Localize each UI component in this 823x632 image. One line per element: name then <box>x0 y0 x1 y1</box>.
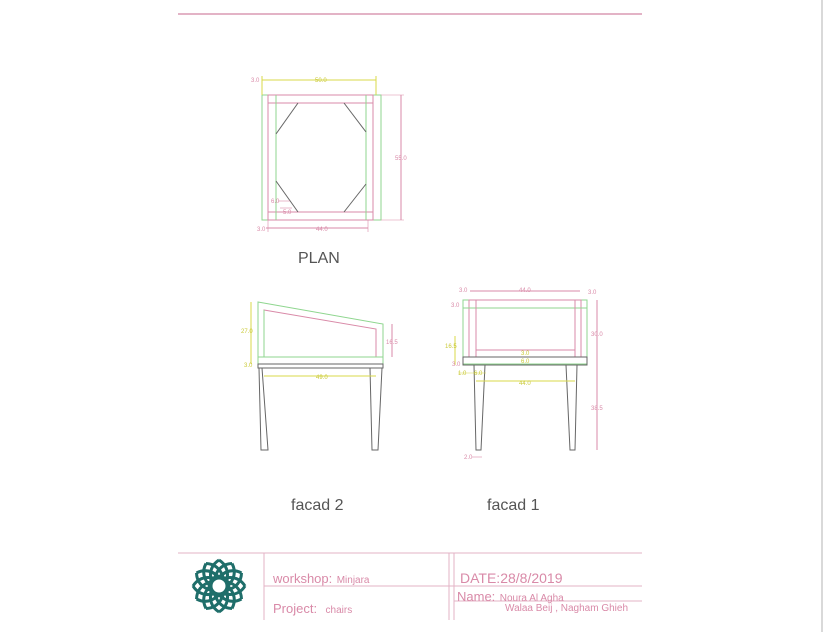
date-row <box>460 570 563 586</box>
name-line-1: Noura Al Agha <box>499 593 564 604</box>
date-value: 28/8/2019 <box>500 570 563 586</box>
plan-brace-bottom-right <box>344 184 366 212</box>
facad1-dim-leg-height: 38.5 <box>591 406 603 412</box>
facad2-dim-labels <box>241 329 398 381</box>
plan-view <box>262 76 404 232</box>
plan-dim-corner-b: 5.0 <box>283 210 292 216</box>
facad1-dim-inner-height: 16.5 <box>445 344 457 350</box>
facad2-leg-left <box>259 368 268 450</box>
facad1-dim-leg-foot: 2.0 <box>464 455 473 461</box>
facad2-dim-seat-thickness: 3.0 <box>244 363 253 369</box>
plan-dim-top-width: 50.0 <box>315 78 327 84</box>
plan-dim-depth: 55.0 <box>395 156 407 162</box>
facad1-dim-top-width: 44.0 <box>519 288 531 294</box>
facad2-dim-back-height: 27.0 <box>241 329 253 335</box>
plan-brace-bottom-left <box>276 181 298 212</box>
facad2-seat-board <box>258 364 383 368</box>
name-label: Name: <box>457 589 496 604</box>
facad1-leg-right <box>566 365 577 450</box>
facad1-dim-leg-span: 44.0 <box>519 381 531 387</box>
facad2-title-word: facad <box>291 497 331 514</box>
facad2-view-title <box>291 497 344 515</box>
plan-dim-labels <box>251 78 407 233</box>
date-label: DATE: <box>460 570 501 586</box>
facad2-dim-front-height: 16.5 <box>386 340 398 346</box>
plan-brace-top-left <box>276 103 298 134</box>
facad1-title-number: 1 <box>530 497 540 514</box>
workshop-label: workshop: <box>273 571 333 586</box>
workshop-row <box>273 570 370 588</box>
plan-dim-bottom-width: 44.0 <box>316 227 328 233</box>
facad2-body-outline <box>258 302 383 364</box>
facad2-inner-outline <box>264 310 376 357</box>
facad1-view-title <box>487 497 540 515</box>
facad1-dim-rail-b: 6.0 <box>521 359 530 365</box>
facad2-leg-right <box>370 368 382 450</box>
project-value: chairs <box>325 605 353 616</box>
facad1-inner-frame <box>469 300 581 357</box>
minjara-logo <box>193 560 245 612</box>
facad1-dim-top-left: 3.0 <box>459 288 468 294</box>
facad2-dim-seat-length: 49.0 <box>316 375 328 381</box>
facad1-title-word: facad <box>487 497 527 514</box>
plan-view-title: PLAN <box>298 250 340 267</box>
facad1-dim-side-top: 3.0 <box>451 303 460 309</box>
project-label: Project: <box>273 601 318 616</box>
facad2-title-number: 2 <box>334 497 344 514</box>
logo-inner-ring <box>211 578 227 594</box>
facad1-dim-left-small: 3.0 <box>452 362 461 368</box>
facad1-dim-rail-a: 3.0 <box>521 351 530 357</box>
project-row <box>273 600 352 618</box>
name-line-2: Walaa Beij , Nagham Ghieh <box>505 603 629 614</box>
plan-brace-top-right <box>344 103 366 132</box>
workshop-value: Minjara <box>336 575 370 586</box>
facad1-dim-upper-height: 30.0 <box>591 332 603 338</box>
plan-dim-corner-a: 6.0 <box>271 199 280 205</box>
facad1-dim-leg-offset-a: 1.0 <box>458 371 467 377</box>
plan-dim-top-left: 3.0 <box>251 78 260 84</box>
facad1-leg-left <box>474 365 485 450</box>
facad1-dim-top-right: 3.0 <box>588 290 597 296</box>
facad1-dim-leg-offset-b: 6.0 <box>474 371 483 377</box>
plan-dim-bottom-left: 3.0 <box>257 227 266 233</box>
